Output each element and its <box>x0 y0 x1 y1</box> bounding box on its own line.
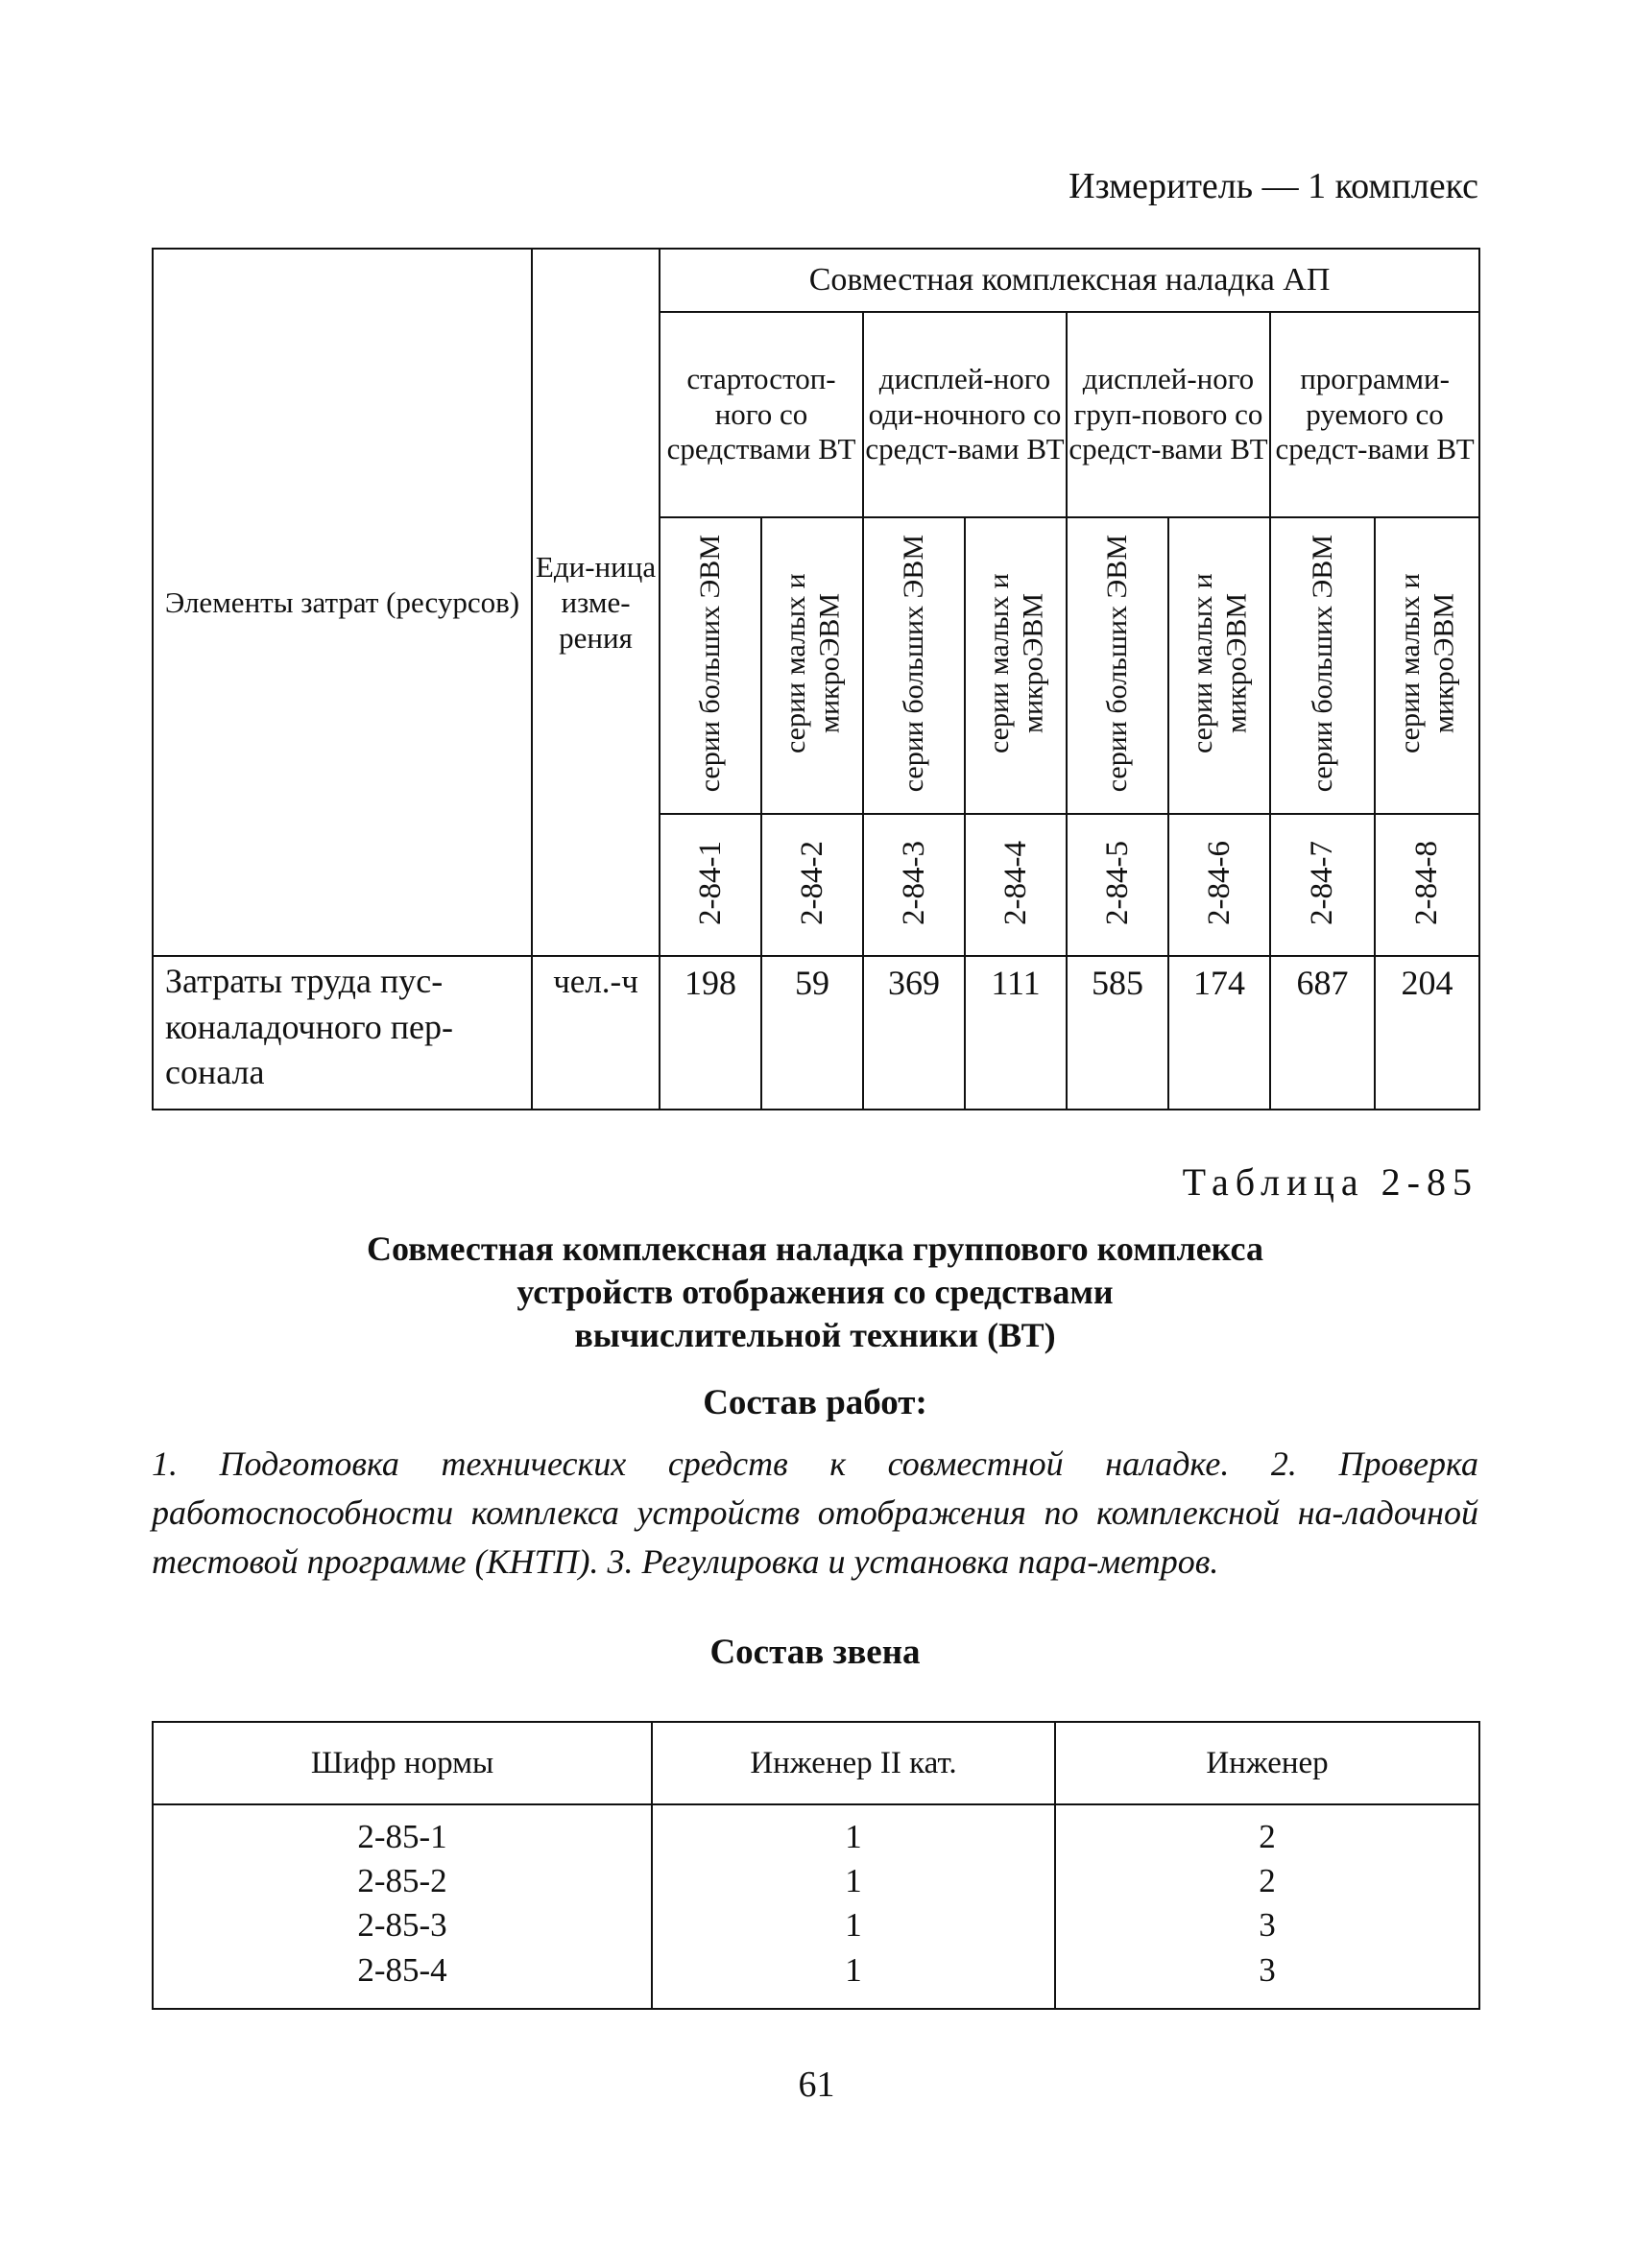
engineer-ii-count: 1 <box>845 1862 862 1900</box>
series-label: серии малых и микроЭВМ <box>779 573 845 753</box>
header-series <box>965 517 1067 814</box>
header-code <box>965 814 1067 956</box>
header-subgroup: программи-руемого со средст-вами ВТ <box>1270 312 1479 517</box>
header-series <box>1067 517 1168 814</box>
value-cell: 111 <box>965 956 1067 1110</box>
header-code <box>863 814 965 956</box>
table-caption: Таблица 2-85 <box>1182 1160 1478 1204</box>
norm-code-column <box>153 1804 652 2009</box>
header-subgroup: дисплей-ного груп-пового со средст-вами ВТ <box>1067 312 1270 517</box>
work-composition-text: 1. Подготовка технических средств к совместной наладке. 2. Проверка работоспособности комплекса устройств отображения по комплексной на-ладочной тестовой программе (КНТП). 3. Регулировка и установка пара-метров. <box>152 1444 1478 1582</box>
header-code <box>761 814 863 956</box>
header-series <box>1168 517 1270 814</box>
header-code <box>1375 814 1479 956</box>
header-series <box>761 517 863 814</box>
header-series <box>660 517 761 814</box>
series-label: серии малых и микроЭВМ <box>982 573 1048 753</box>
norm-code: 2-84-6 <box>1201 840 1237 925</box>
header-series <box>1270 517 1375 814</box>
header-code <box>1270 814 1375 956</box>
norm-code: 2-84-3 <box>896 840 931 925</box>
header-engineer-ii: Инженер II кат. <box>652 1722 1055 1804</box>
norm-code: 2-85-1 <box>357 1818 447 1855</box>
value-cell: 198 <box>660 956 761 1110</box>
series-label: серии больших ЭВМ <box>898 534 930 793</box>
meter-label: Измеритель — 1 комплекс <box>1069 166 1478 206</box>
header-engineer: Инженер <box>1055 1722 1479 1804</box>
norm-code: 2-85-2 <box>357 1862 447 1900</box>
section-title-line: Совместная комплексная наладка группового комплекса <box>367 1229 1263 1268</box>
crew-composition-heading: Состав звена <box>709 1633 921 1672</box>
engineer-count: 3 <box>1259 1906 1276 1945</box>
header-code <box>1067 814 1168 956</box>
engineer-count: 2 <box>1259 1862 1276 1900</box>
value-cell: 59 <box>761 956 863 1110</box>
row-label: Затраты труда пус-коналадочного пер-сонала <box>153 956 532 1110</box>
header-group: Совместная комплексная наладка АП <box>660 249 1479 312</box>
header-code <box>660 814 761 956</box>
norm-code: 2-85-4 <box>357 1950 447 1989</box>
engineer-ii-count: 1 <box>845 1818 862 1855</box>
engineer-ii-column <box>652 1804 1055 2009</box>
page-number: 61 <box>798 2065 835 2105</box>
value-cell: 174 <box>1168 956 1270 1110</box>
norm-code: 2-84-1 <box>692 840 728 925</box>
series-label: серии малых и микроЭВМ <box>1394 573 1460 753</box>
row-unit: чел.-ч <box>532 956 660 1110</box>
header-unit: Еди-ница изме-рения <box>532 249 660 956</box>
engineer-column <box>1055 1804 1479 2009</box>
header-subgroup: дисплей-ного оди-ночного со средст-вами ВТ <box>863 312 1067 517</box>
norm-code: 2-84-2 <box>794 840 829 925</box>
crew-table <box>152 1721 1480 2010</box>
engineer-ii-count: 1 <box>845 1906 862 1945</box>
engineer-count: 3 <box>1259 1950 1276 1989</box>
value-cell: 585 <box>1067 956 1168 1110</box>
norm-code: 2-84-5 <box>1099 840 1135 925</box>
resource-table <box>152 248 1480 1110</box>
engineer-ii-count: 1 <box>845 1950 862 1989</box>
section-title-line: вычислительной техники (ВТ) <box>574 1316 1056 1354</box>
norm-code: 2-84-8 <box>1409 840 1445 925</box>
series-label: серии больших ЭВМ <box>1101 534 1134 793</box>
engineer-count: 2 <box>1259 1818 1276 1855</box>
value-cell: 369 <box>863 956 965 1110</box>
series-label: серии больших ЭВМ <box>1306 534 1338 793</box>
work-composition-heading: Состав работ: <box>703 1383 927 1422</box>
header-series <box>1375 517 1479 814</box>
series-label: серии больших ЭВМ <box>694 534 727 793</box>
series-label: серии малых и микроЭВМ <box>1186 573 1252 753</box>
header-series <box>863 517 965 814</box>
value-cell: 204 <box>1375 956 1479 1110</box>
header-resources: Элементы затрат (ресурсов) <box>153 249 532 956</box>
value-cell: 687 <box>1270 956 1375 1110</box>
table-row <box>153 956 1479 1110</box>
header-norm-code: Шифр нормы <box>153 1722 652 1804</box>
norm-code: 2-84-7 <box>1305 840 1339 925</box>
header-subgroup: стартостоп-ного со средствами ВТ <box>660 312 863 517</box>
norm-code: 2-85-3 <box>357 1906 447 1945</box>
section-title-line: устройств отображения со средствами <box>516 1273 1114 1311</box>
header-code <box>1168 814 1270 956</box>
norm-code: 2-84-4 <box>997 840 1033 925</box>
